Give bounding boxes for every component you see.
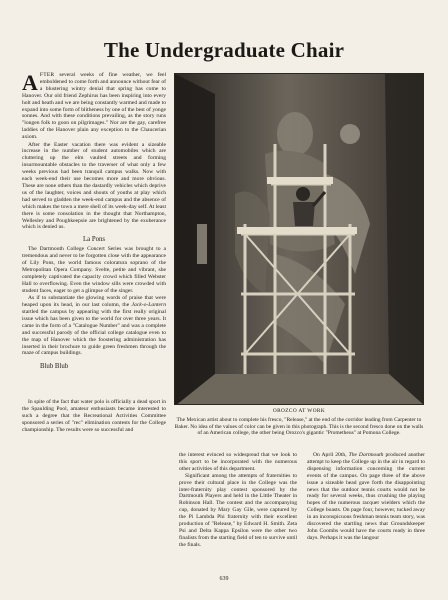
section-spacer bbox=[22, 373, 166, 399]
paragraph-automobiles: After the Easter vacation there was evident a sizeable increase in the number of student automobiles which are cluttering up the elm vaulted streets and forming insurmountable obstacles to the traverser of what only a few weeks previous had been tranquil campus walks. Now with each week-end their use becomes more and more obvious. These are none others than the dastardly vehicles which deprive us of the laughter, voices and shouts of youths at play which had served to gladden the week-end campus and the absence of which makes the town a mere shell of its week-day self. At least there is some consolation in the thought that Northampton, Wellesley and Poughkeepsie are brightened by the exuberance which is denied us. bbox=[22, 141, 166, 231]
drop-cap: A bbox=[22, 70, 38, 95]
jackolantern-title: Jack-o-Lantern bbox=[131, 302, 166, 309]
photo-illustration bbox=[175, 74, 424, 405]
caption-text: The Mexican artist about to complete his fresco, "Release," at the end of the corridor leading from Carpenter to Baker. No idea of the values of color can be given in this photograph. This is the second fresco done on the walls of an American college, the other being Orozco's gigantic "Prometheus" at Pomona College. bbox=[174, 416, 424, 437]
tennis-text-before: On April 20th, bbox=[313, 452, 349, 458]
caption-heading: OROZCO AT WORK bbox=[272, 408, 326, 414]
paragraph-water-polo-continued: the interest evinced so widespread that we look to this sport to be incorporated with the numerous other activities of this department. bbox=[179, 452, 297, 472]
intro-paragraph bbox=[22, 72, 166, 141]
intro-lead-word: FTER bbox=[39, 72, 55, 78]
intro-text: several weeks of fine weather, we feel emboldened to come forth and announce without fear of a blustering wintry denial that spring has come to Hanover. Our old friend Zephirus has been inspiring into every holt and heath and we are being constantly warmed and made to expand into some form of blitheness by one of the best of yonge sonnes. And with these conditions prevailing, as the story runs "longen folk to goon on pilgrimages." Nor are the gay, carefree laddies of the Hanover plain any exception to the Chaucerian axiom. bbox=[22, 72, 166, 141]
page-number: 639 bbox=[219, 576, 229, 582]
jackolantern-text-before: As if to substantiate the glowing words of praise that were heaped upon its head, in our last column, the bbox=[22, 295, 166, 309]
paragraph-lily-pons: The Dartmouth College Concert Series was brought to a tremendous and never to be forgotten close with the appearance of Lily Pons, the world famous coloratura soprano of the Metropolitan Opera Company. Svelte, petite and vibrant, she completely captivated the capacity crowd which filled Webster Hall to overflowing. Even the window sills were crowded with student faces, eager to get a glimpse of the singer. bbox=[22, 246, 166, 294]
jackolantern-text-after: startled the campus by appearing with the first really original issue which has been given to the world for over three years. It came in the form of a "Catalogue Number" and was a complete and successful parody of the official college catalogue even to the map of Hanover which the foostering administration has inserted in their brochure to guide green freshmen through the maze of campus buildings. bbox=[22, 309, 166, 357]
paragraph-water-polo: In spite of the fact that water polo is officially a dead sport in the Spaulding Pool, amateur enthusiasts became interested to such a degree that the Recreational Activities Committee sponsored a series of "rec" elimination contests for the College championship. The results were so successful and bbox=[22, 399, 166, 433]
photo-caption bbox=[172, 408, 426, 437]
middle-column bbox=[179, 452, 297, 549]
paragraph-tennis-courts bbox=[307, 452, 425, 542]
section-heading-la-pons: La Pons bbox=[82, 236, 106, 244]
tennis-text-after: produced another attempt to keep the College up in the air in regard to dispensing information concerning the current events of the campus. On page three of the above issue a sizeable head gave forth the disappointing news that the outdoor tennis courts would not be ready for several weeks, thus crushing the playing hopes of the numerous racquet wielders which the College boasts. On page four, however, tucked away in an inconspicuous freshman tennis team story, was discovered the startling news that Groundskeeper John Coombs would have the courts ready in three days. Perhaps it was the langour bbox=[307, 452, 425, 541]
paragraph-play-contest: Significant among the attempts of fraternities to prove their cultural place in the College was the inter-fraternity play contest sponsored by the Dartmouth Players and held in the Little Theater in Robinson Hall. The contest and the accompanying cup, donated by Mary Gay Gile, were captured by the Pi Lambda Phi fraternity with their excellent production of "Release," by Edward H. Smith. Zeta Psi and Delta Kappa Epsilon were the other two finalists from the starting field of ten to survive until the finals. bbox=[179, 472, 297, 548]
orozco-photograph bbox=[174, 73, 424, 405]
left-column bbox=[22, 72, 166, 434]
page-title: The Undergraduate Chair bbox=[103, 38, 345, 62]
section-heading-blub-blub: Blub Blub bbox=[40, 363, 69, 371]
paragraph-jack-o-lantern bbox=[22, 295, 166, 357]
wall-lamp bbox=[197, 224, 207, 264]
newspaper-title: The Dartmouth bbox=[348, 452, 384, 458]
right-column bbox=[307, 452, 425, 542]
scaffold-plank bbox=[237, 227, 357, 234]
scaffold-plank bbox=[267, 177, 333, 184]
